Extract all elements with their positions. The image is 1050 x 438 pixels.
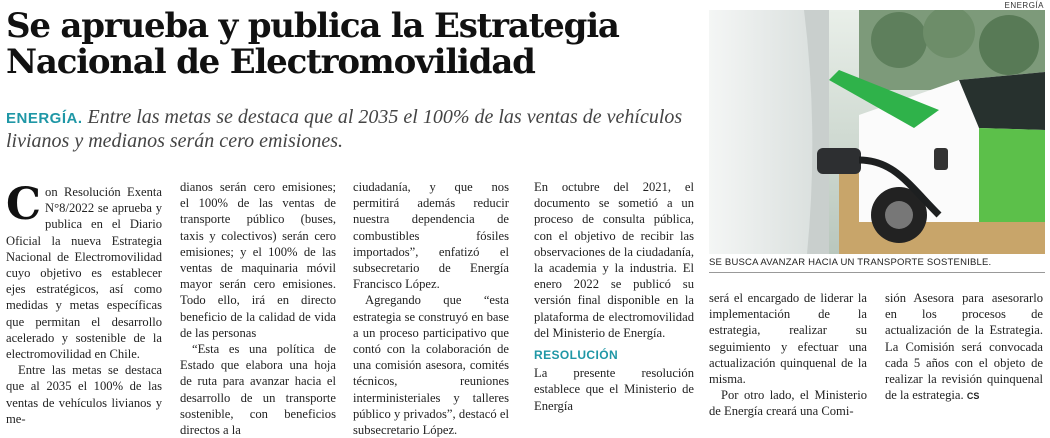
paragraph-text: sión Asesora para asesorarlo en los procesos de actualización de la Estrategia. La Comisión será convocada cada 5 años con el objeto de realizar la revisión quinquenal de la estrategia. — [885, 291, 1043, 403]
paragraph: Por otro lado, el Ministerio de Energía creará una Comi- — [709, 388, 867, 419]
section-label: ENERGÍA — [1004, 1, 1044, 10]
headline-line-2: Nacional de Electromovilidad — [6, 42, 535, 82]
headline-line-1: Se aprueba y publica la Estrategia — [6, 6, 619, 46]
paragraph: on Resolución Exenta N°8/2022 se aprueba y publica en el Diario Oficial la nueva Estrategia Nacional de Electromovilidad cuyo objetivo es establecer ejes estratégicos, así como medidas y metas específicas que permitan el desarrollo acelerado y sostenible de la electromovilidad en Chile. — [6, 185, 162, 362]
paragraph: dianos serán cero emisiones; el 100% de las ventas de transporte público (buses, taxis y colectivos) serán cero emisiones; y el 100% de las ventas de maquinaria móvil mayor serán cero emisiones. Todo ello, irá en directo beneficio de la calidad de vida de las personas — [180, 180, 336, 340]
photo-caption: SE BUSCA AVANZAR HACIA UN TRANSPORTE SOSTENIBLE. — [709, 257, 992, 268]
article-column-5 — [709, 290, 867, 420]
paragraph: En octubre del 2021, el documento se sometió a un proceso de consulta pública, con el objetivo de recibir las observaciones de la ciudadanía, la academia y la industria. El enero 2022 se publicó su versión final disponible en la plataforma de electromovilidad del Ministerio de Energía. — [534, 180, 694, 340]
article-column-6 — [885, 290, 1043, 404]
article-photo — [709, 10, 1045, 254]
paragraph: será el encargado de liderar la implementación de la estrategia, realizar su seguimiento y efectuar una actualización quinquenal de la misma. — [709, 291, 867, 387]
paragraph: Entre las metas se destaca que al 2035 el 100% de las ventas de vehículos livianos y me- — [6, 363, 162, 426]
drop-cap: C — [6, 179, 42, 230]
lead-text: Entre las metas se destaca que al 2035 el 100% de las ventas de vehículos livianos y medianos serán cero emisiones. — [6, 106, 683, 152]
article-column-4 — [534, 179, 694, 414]
article-column-1 — [6, 179, 162, 427]
lead-kicker: ENERGÍA. — [6, 110, 83, 127]
paragraph: “Esta es una política de Estado que elabora una hoja de ruta para avanzar hacia el desarrollo de un transporte sostenible, con beneficios directos a la — [180, 342, 336, 438]
article-column-2 — [180, 179, 336, 438]
paragraph: ciudadanía, y que nos permitirá además reducir nuestra dependencia de combustibles fósiles importados”, enfatizó el subsecretario de Energía Francisco López. — [353, 180, 509, 292]
end-mark: CS — [966, 391, 980, 402]
paragraph: La presente resolución establece que el Ministerio de Energía — [534, 366, 694, 413]
paragraph — [885, 290, 1043, 404]
headline — [6, 8, 696, 80]
article-column-3 — [353, 179, 509, 438]
paragraph: Agregando que “esta estrategia se construyó en base a un proceso participativo que contó con la colaboración de una comisión asesora, comités técnicos, reuniones interministeriales y talleres público y privados”, destacó el subsecretario López. — [353, 293, 509, 438]
caption-divider — [709, 272, 1045, 273]
electric-car-charging-image — [709, 10, 1045, 254]
lead-paragraph — [6, 106, 696, 152]
subheading-resolucion: RESOLUCIÓN — [534, 348, 619, 363]
